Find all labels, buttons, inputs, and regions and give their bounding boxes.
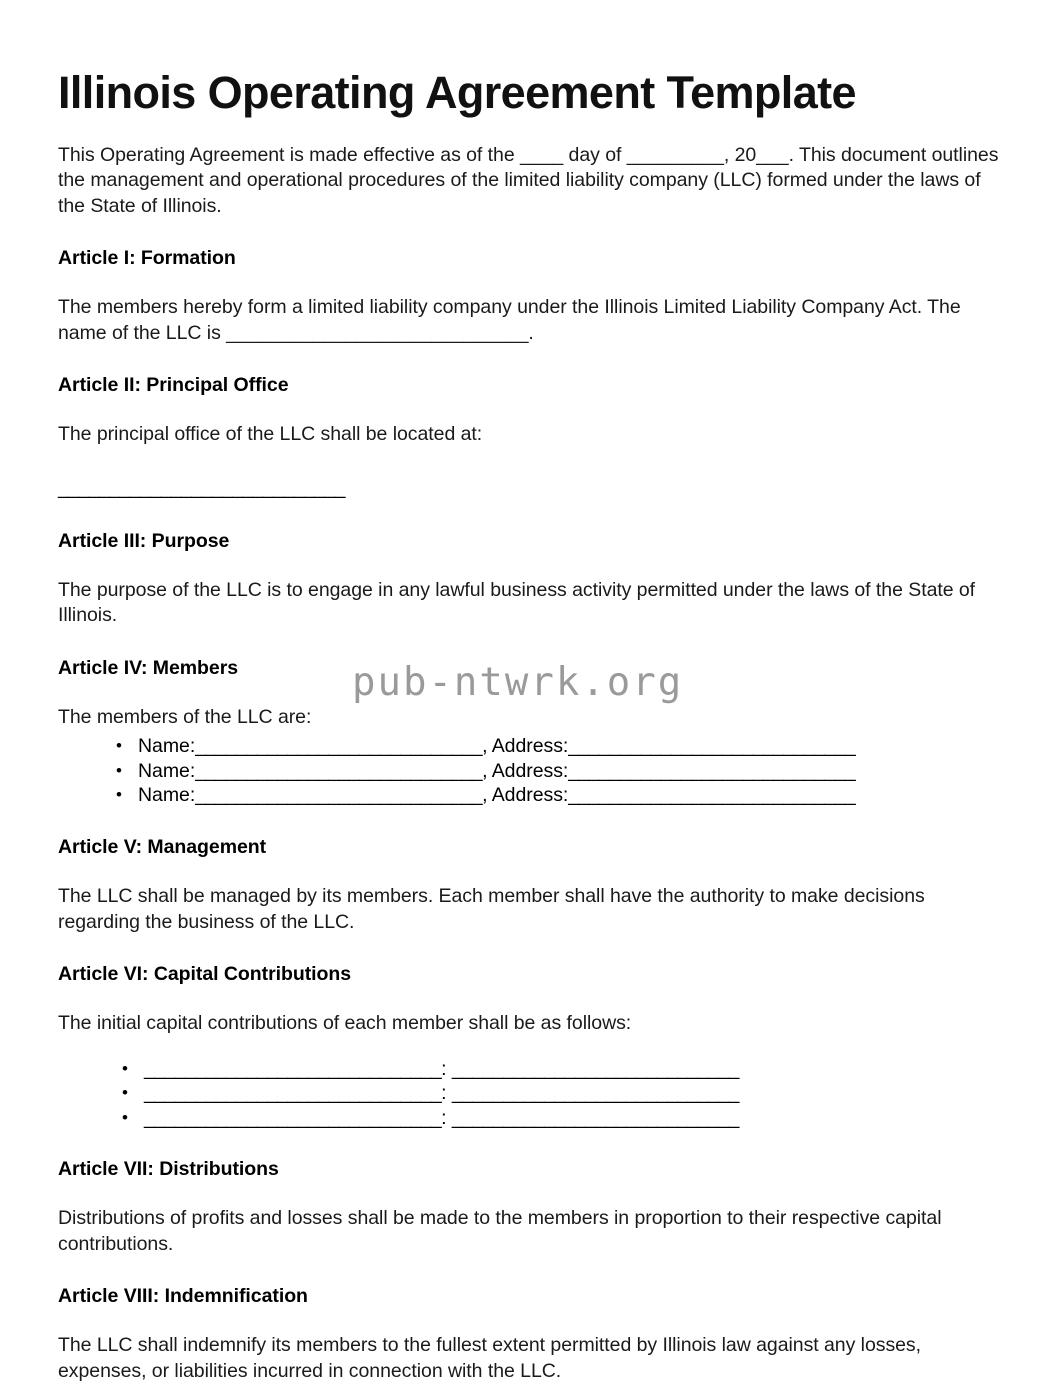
member-address-blank[interactable]: ____________________________ [568,759,856,782]
list-item [110,783,1000,808]
member-address-blank[interactable]: ____________________________ [568,784,856,807]
member-name-blank[interactable]: ____________________________ [195,735,483,758]
article-v-heading: Article V: Management [58,835,267,858]
article-ii-heading: Article II: Principal Office [58,374,289,397]
contribution-amount-blank[interactable]: ____________________________ [451,1082,739,1105]
article-viii-heading: Article VIII: Indemnification [58,1285,308,1308]
contribution-separator: : [441,1106,452,1129]
list-item [110,734,1000,759]
contribution-separator: : [441,1057,452,1080]
member-name-label: Name: [138,759,196,782]
contribution-member-blank[interactable]: _____________________________ [144,1057,442,1080]
member-name-label: Name: [138,784,196,807]
contribution-amount-blank[interactable]: ____________________________ [451,1106,739,1129]
list-item [116,1106,1000,1131]
member-name-blank[interactable]: ____________________________ [195,759,483,782]
article-vii-body: Distributions of profits and losses shall be made to the members in proportion to their respective capital contributions. [58,1207,942,1255]
member-address-label: , Address: [482,735,569,758]
article-iii-heading: Article III: Purpose [58,529,230,552]
members-list [58,730,1000,808]
document-content [58,0,1000,1385]
capital-contributions-list [58,1037,1000,1131]
member-address-label: , Address: [482,759,569,782]
member-name-blank[interactable]: ____________________________ [195,784,483,807]
contribution-separator: : [441,1082,452,1105]
page-title: Illinois Operating Agreement Template [58,67,856,118]
intro-paragraph: This Operating Agreement is made effective as of the ____ day of _________, 20___. This document outlines the management and operational procedures of the limited liability company (LLC) formed under the laws of the State of Illinois. [58,143,999,217]
article-vii-heading: Article VII: Distributions [58,1158,279,1181]
article-v-body: The LLC shall be managed by its members. Each member shall have the authority to make decisions regarding the business of the LLC. [58,884,925,933]
article-ii-body: The principal office of the LLC shall be located at: [58,423,483,446]
member-address-blank[interactable]: ____________________________ [568,735,856,758]
contribution-amount-blank[interactable]: ____________________________ [451,1057,739,1080]
article-viii-body: The LLC shall indemnify its members to the fullest extent permitted by Illinois law against any losses, expenses, or liabilities incurred in connection with the LLC. [58,1334,922,1382]
watermark: pub-ntwrk.org [352,660,684,705]
contribution-member-blank[interactable]: _____________________________ [144,1082,442,1105]
article-i-body: The members hereby form a limited liability company under the Illinois Limited Liability Company Act. The name of the LLC is ____________________________. [58,296,961,344]
article-vi-body: The initial capital contributions of each member shall be as follows: [58,1012,632,1035]
article-i-heading: Article I: Formation [58,247,236,270]
member-address-label: , Address: [482,784,569,807]
list-item [116,1081,1000,1106]
article-iv-heading: Article IV: Members [58,656,239,679]
principal-office-address-blank[interactable]: ____________________________ [58,477,345,500]
contribution-member-blank[interactable]: _____________________________ [144,1106,442,1129]
member-name-label: Name: [138,735,196,758]
article-iii-body: The purpose of the LLC is to engage in any lawful business activity permitted under the laws of the State of Illinois. [58,578,976,627]
article-iv-body: The members of the LLC are: [58,705,312,728]
article-vi-heading: Article VI: Capital Contributions [58,963,352,986]
list-item [116,1057,1000,1082]
list-item [110,759,1000,784]
